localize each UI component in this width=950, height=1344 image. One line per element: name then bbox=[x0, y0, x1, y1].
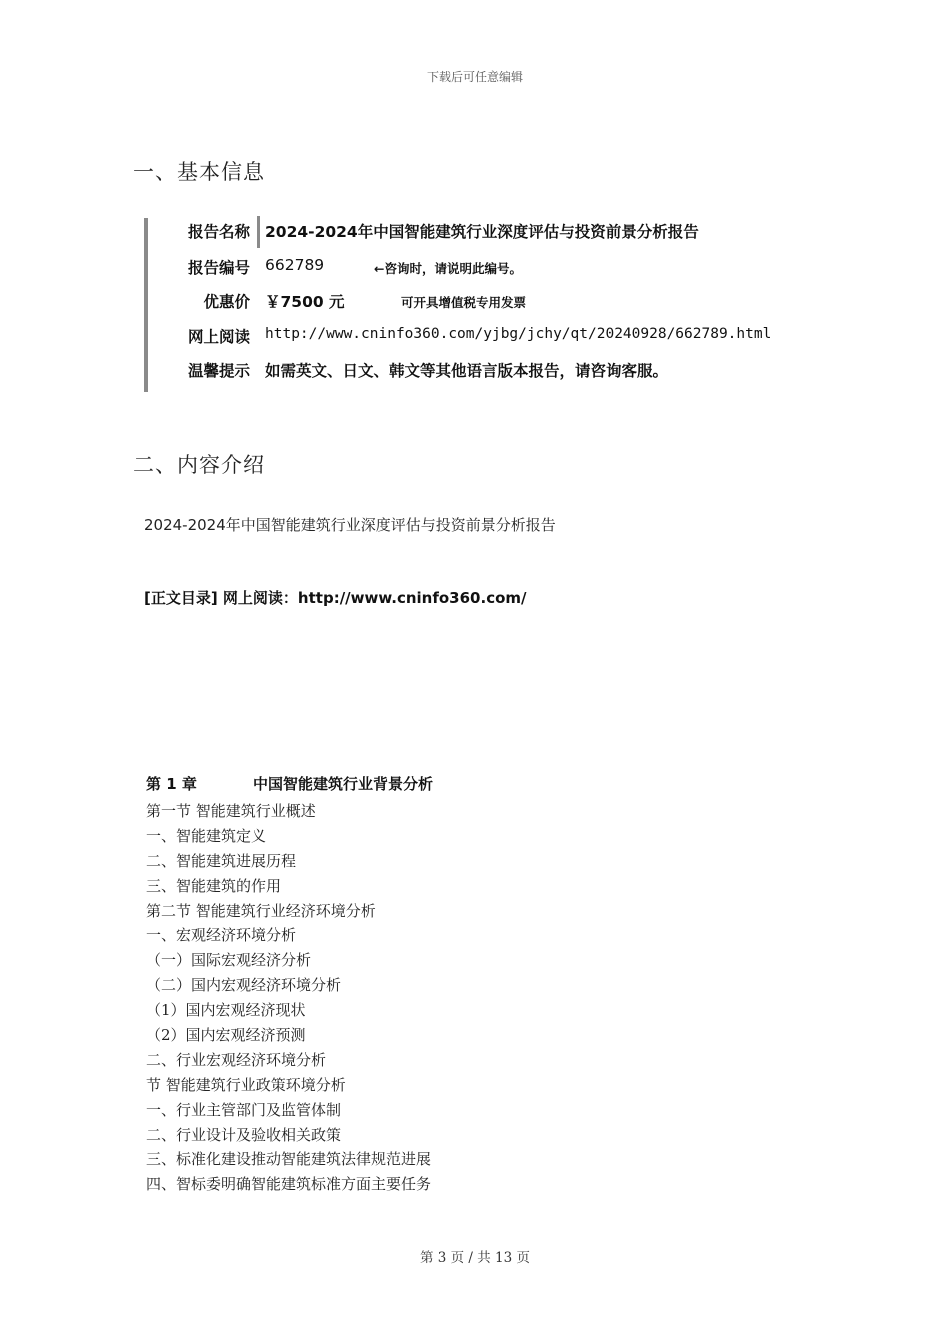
info-label-price: 优惠价 bbox=[203, 293, 250, 311]
toc-item: 四、智标委明确智能建筑标准方面主要任务 bbox=[146, 1175, 432, 1194]
toc-item: （2）国内宏观经济预测 bbox=[146, 1026, 306, 1045]
section-title-basic-info: 一、基本信息 bbox=[133, 160, 265, 184]
toc-item: 二、行业宏观经济环境分析 bbox=[146, 1050, 327, 1069]
info-row-name bbox=[148, 220, 828, 250]
info-label-name: 报告名称 bbox=[187, 223, 250, 241]
header-note: 下载后可任意编辑 bbox=[426, 70, 523, 84]
table-of-contents bbox=[146, 773, 546, 1197]
toc-item: （1）国内宏观经济现状 bbox=[146, 1001, 306, 1020]
report-code-note: ←咨询时，请说明此编号。 bbox=[374, 261, 522, 276]
info-row-tip bbox=[148, 359, 828, 389]
toc-chapter bbox=[146, 773, 546, 799]
toc-item: 二、行业设计及验收相关政策 bbox=[146, 1125, 342, 1144]
report-url-link[interactable]: http://www.cninfo360.com/yjbg/jchy/qt/20240928/662789.html bbox=[265, 326, 772, 342]
toc-items bbox=[146, 799, 546, 1197]
info-label-url: 网上阅读 bbox=[187, 328, 250, 346]
toc-item: （一）国际宏观经济分析 bbox=[146, 951, 312, 970]
info-row-code bbox=[148, 256, 828, 286]
toc-item: 一、宏观经济环境分析 bbox=[146, 926, 297, 945]
price-value: ￥7500 元 bbox=[265, 293, 345, 311]
info-label-code: 报告编号 bbox=[187, 259, 250, 277]
price-note: 可开具增值税专用发票 bbox=[401, 295, 527, 310]
toc-item: 三、智能建筑的作用 bbox=[146, 876, 282, 895]
toc-item: 第二节 智能建筑行业经济环境分析 bbox=[146, 901, 376, 920]
report-code-value: 662789 bbox=[265, 256, 325, 274]
chapter-title: 中国智能建筑行业背景分析 bbox=[253, 775, 434, 793]
name-divider bbox=[257, 216, 260, 248]
report-name-value: 2024-2024年中国智能建筑行业深度评估与投资前景分析报告 bbox=[265, 223, 699, 241]
toc-online-link[interactable]: [正文目录] 网上阅读：http://www.cninfo360.com/ bbox=[144, 589, 527, 607]
page-footer: 第 3 页 / 共 13 页 bbox=[419, 1250, 531, 1266]
toc-item: 节 智能建筑行业政策环境分析 bbox=[146, 1075, 346, 1094]
tip-value: 如需英文、日文、韩文等其他语言版本报告，请咨询客服。 bbox=[265, 362, 669, 380]
toc-item: 一、智能建筑定义 bbox=[146, 826, 267, 845]
info-row-price bbox=[148, 290, 828, 320]
chapter-number: 第 1 章 bbox=[146, 775, 197, 793]
toc-item: 第一节 智能建筑行业概述 bbox=[146, 802, 316, 820]
toc-item: （二）国内宏观经济环境分析 bbox=[146, 976, 342, 995]
section-title-content-intro: 二、内容介绍 bbox=[133, 453, 265, 477]
toc-item: 一、行业主管部门及监管体制 bbox=[146, 1100, 342, 1119]
toc-item: 二、智能建筑进展历程 bbox=[146, 851, 297, 870]
info-label-tip: 温馨提示 bbox=[187, 362, 250, 380]
intro-text: 2024-2024年中国智能建筑行业深度评估与投资前景分析报告 bbox=[144, 516, 556, 534]
toc-item: 三、标准化建设推动智能建筑法律规范进展 bbox=[146, 1150, 432, 1169]
info-row-url bbox=[148, 325, 828, 355]
info-box bbox=[144, 218, 828, 392]
